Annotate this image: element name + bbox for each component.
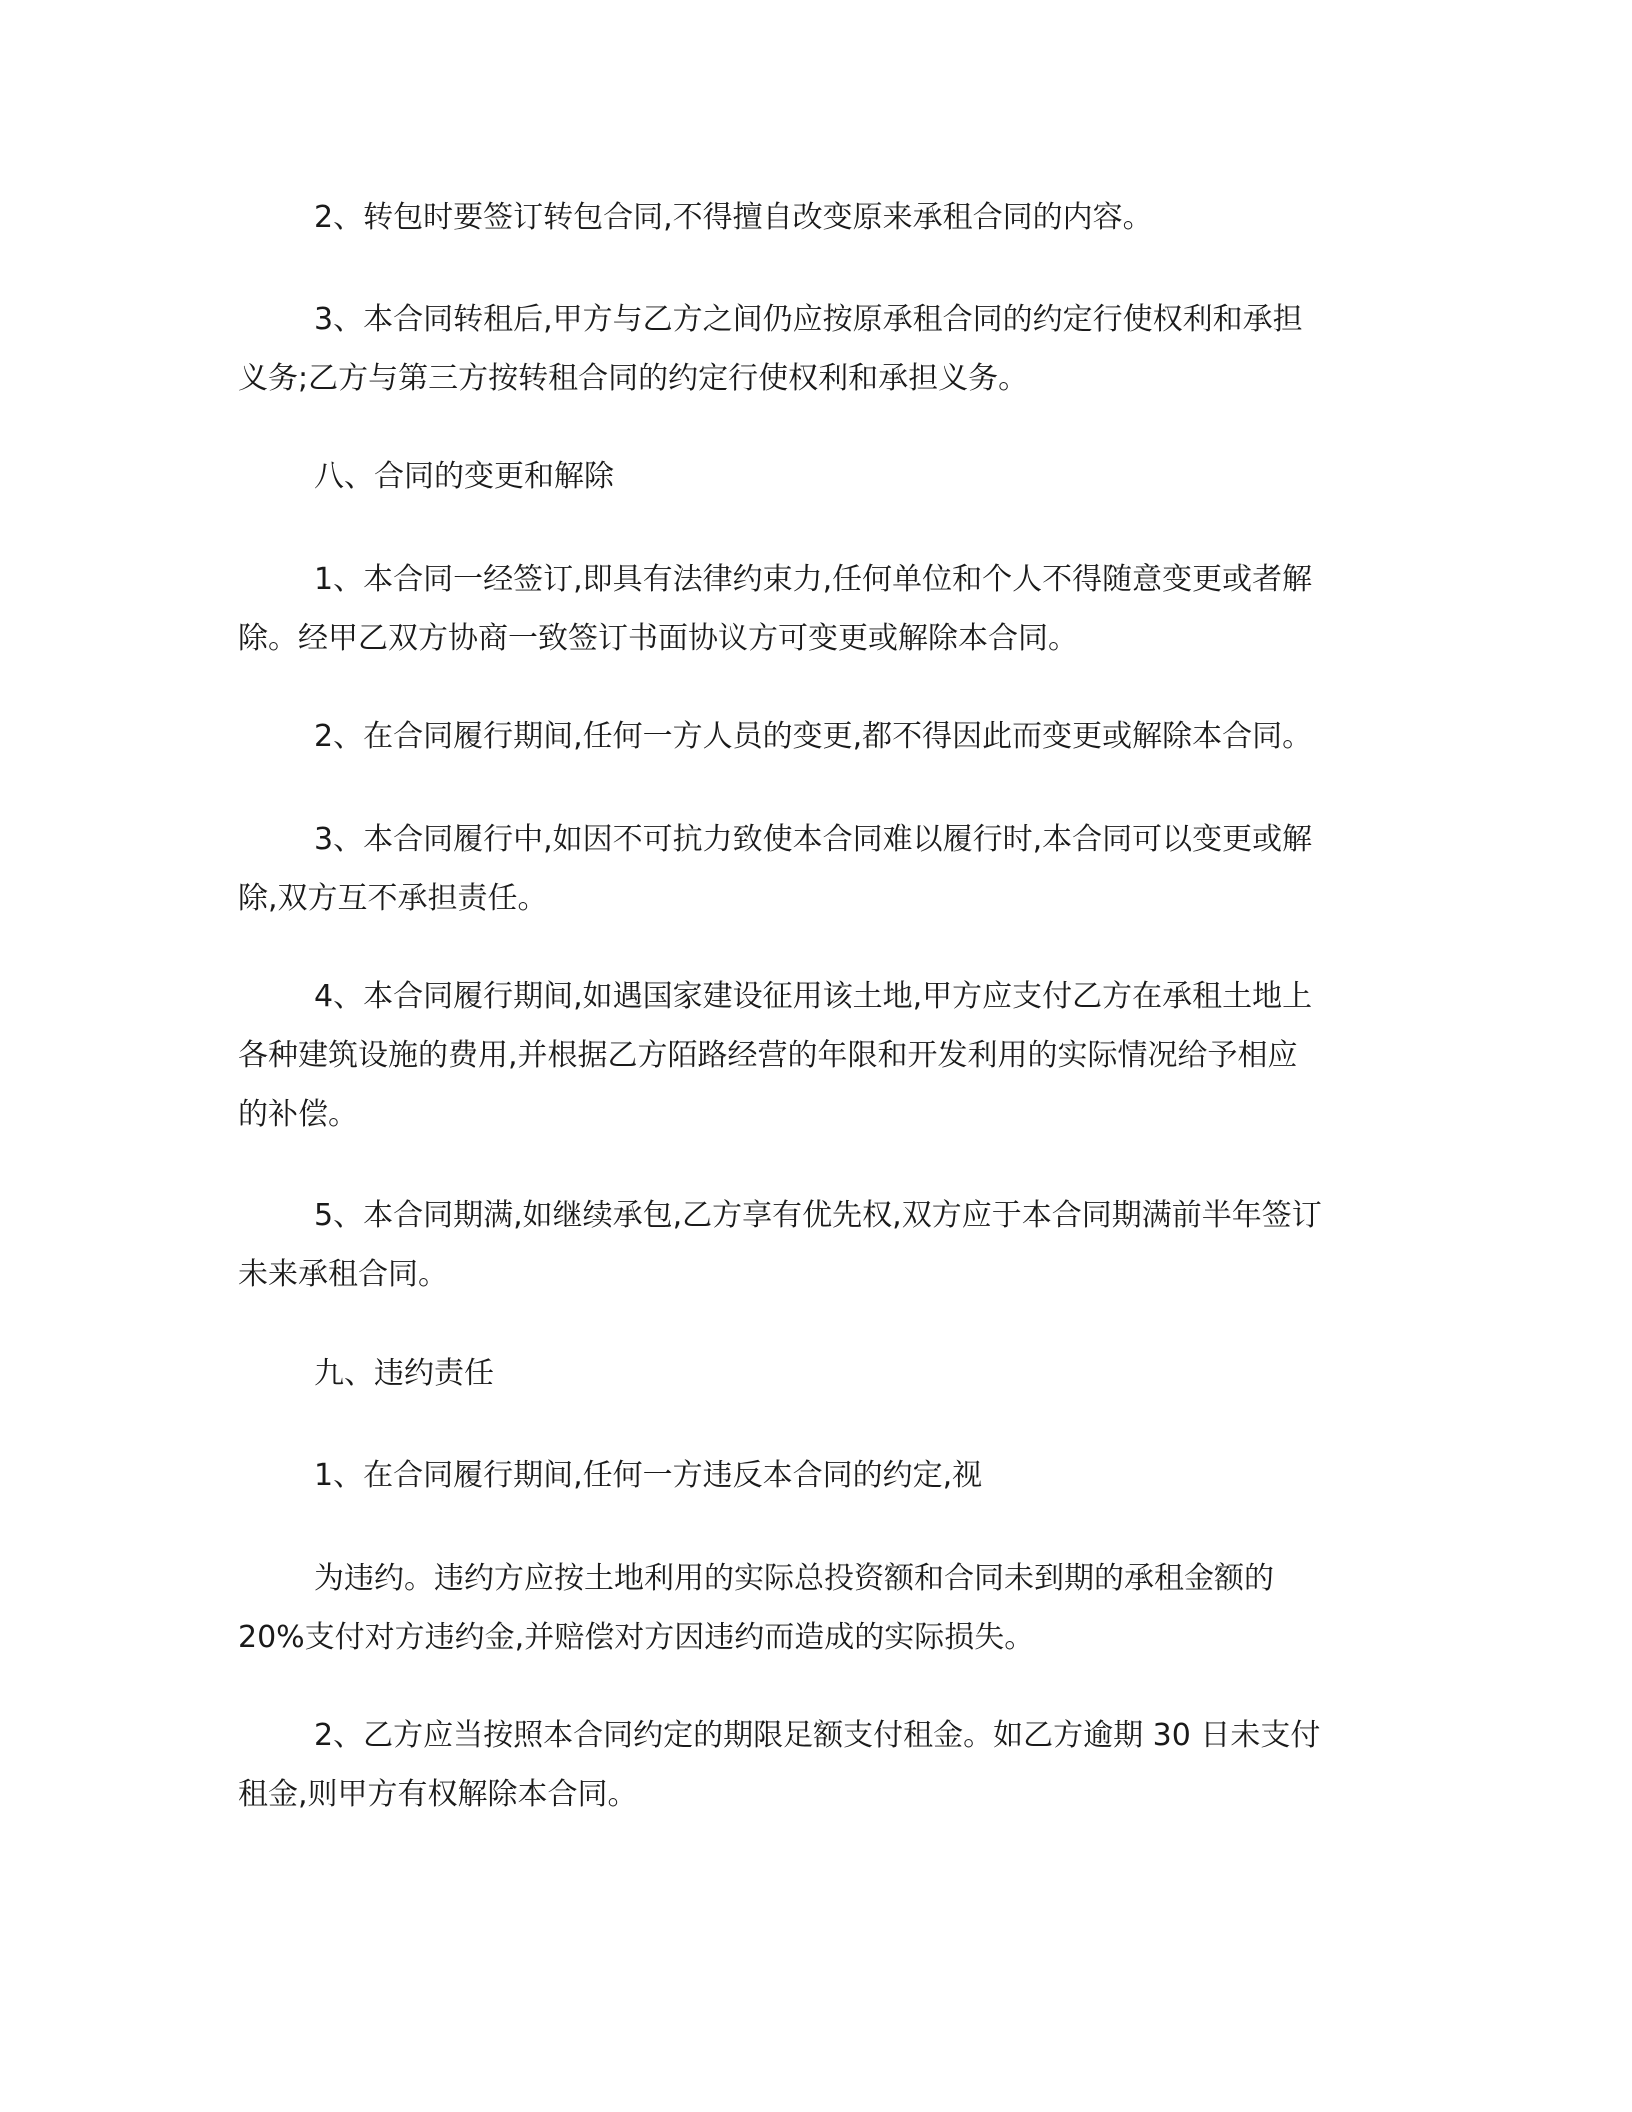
- paragraph-personnel-change: [238, 707, 1398, 766]
- paragraph-breach-definition: [238, 1446, 1398, 1505]
- heading-text: 九、违约责任: [314, 1356, 494, 1391]
- paragraph-line: 5、本合同期满,如继续承包,乙方享有优先权,双方应于本合同期满前半年签订: [314, 1198, 1322, 1233]
- paragraph-line: 为违约。违约方应按土地利用的实际总投资额和合同未到期的承租金额的: [314, 1561, 1274, 1596]
- paragraph-line: 1、本合同一经签订,即具有法律约束力,任何单位和个人不得随意变更或者解: [314, 562, 1313, 597]
- paragraph-line: 2、在合同履行期间,任何一方人员的变更,都不得因此而变更或解除本合同。: [314, 719, 1313, 754]
- paragraph-line: 3、本合同转租后,甲方与乙方之间仍应按原承租合同的约定行使权利和承担: [314, 302, 1303, 337]
- paragraph-line: 未来承租合同。: [238, 1257, 448, 1292]
- paragraph-rent-payment: [238, 1706, 1398, 1824]
- section-heading-change-termination: [238, 447, 1398, 506]
- paragraph-binding-force: [238, 550, 1398, 668]
- paragraph-line: 除。经甲乙双方协商一致签订书面协议方可变更或解除本合同。: [238, 621, 1078, 656]
- paragraph-sublet-contract: [238, 188, 1398, 247]
- paragraph-line: 2、乙方应当按照本合同约定的期限足额支付租金。如乙方逾期 30 日未支付: [314, 1718, 1321, 1753]
- paragraph-renewal-priority: [238, 1186, 1398, 1304]
- paragraph-line: 4、本合同履行期间,如遇国家建设征用该土地,甲方应支付乙方在承租土地上: [314, 979, 1313, 1014]
- heading-text: 八、合同的变更和解除: [314, 459, 614, 494]
- paragraph-line: 1、在合同履行期间,任何一方违反本合同的约定,视: [314, 1458, 983, 1493]
- paragraph-line: 20%支付对方违约金,并赔偿对方因违约而造成的实际损失。: [238, 1620, 1035, 1655]
- paragraph-line: 2、转包时要签订转包合同,不得擅自改变原来承租合同的内容。: [314, 200, 1153, 235]
- paragraph-penalty: [238, 1549, 1398, 1667]
- paragraph-land-requisition: [238, 967, 1398, 1144]
- paragraph-sublease-rights: [238, 290, 1398, 408]
- paragraph-line: 各种建筑设施的费用,并根据乙方陌路经营的年限和开发利用的实际情况给予相应: [238, 1038, 1298, 1073]
- paragraph-force-majeure: [238, 810, 1398, 928]
- paragraph-line: 3、本合同履行中,如因不可抗力致使本合同难以履行时,本合同可以变更或解: [314, 822, 1313, 857]
- paragraph-line: 义务;乙方与第三方按转租合同的约定行使权利和承担义务。: [238, 361, 1029, 396]
- paragraph-line: 租金,则甲方有权解除本合同。: [238, 1777, 638, 1812]
- section-heading-liability: [238, 1344, 1398, 1403]
- paragraph-line: 的补偿。: [238, 1097, 358, 1132]
- paragraph-line: 除,双方互不承担责任。: [238, 881, 548, 916]
